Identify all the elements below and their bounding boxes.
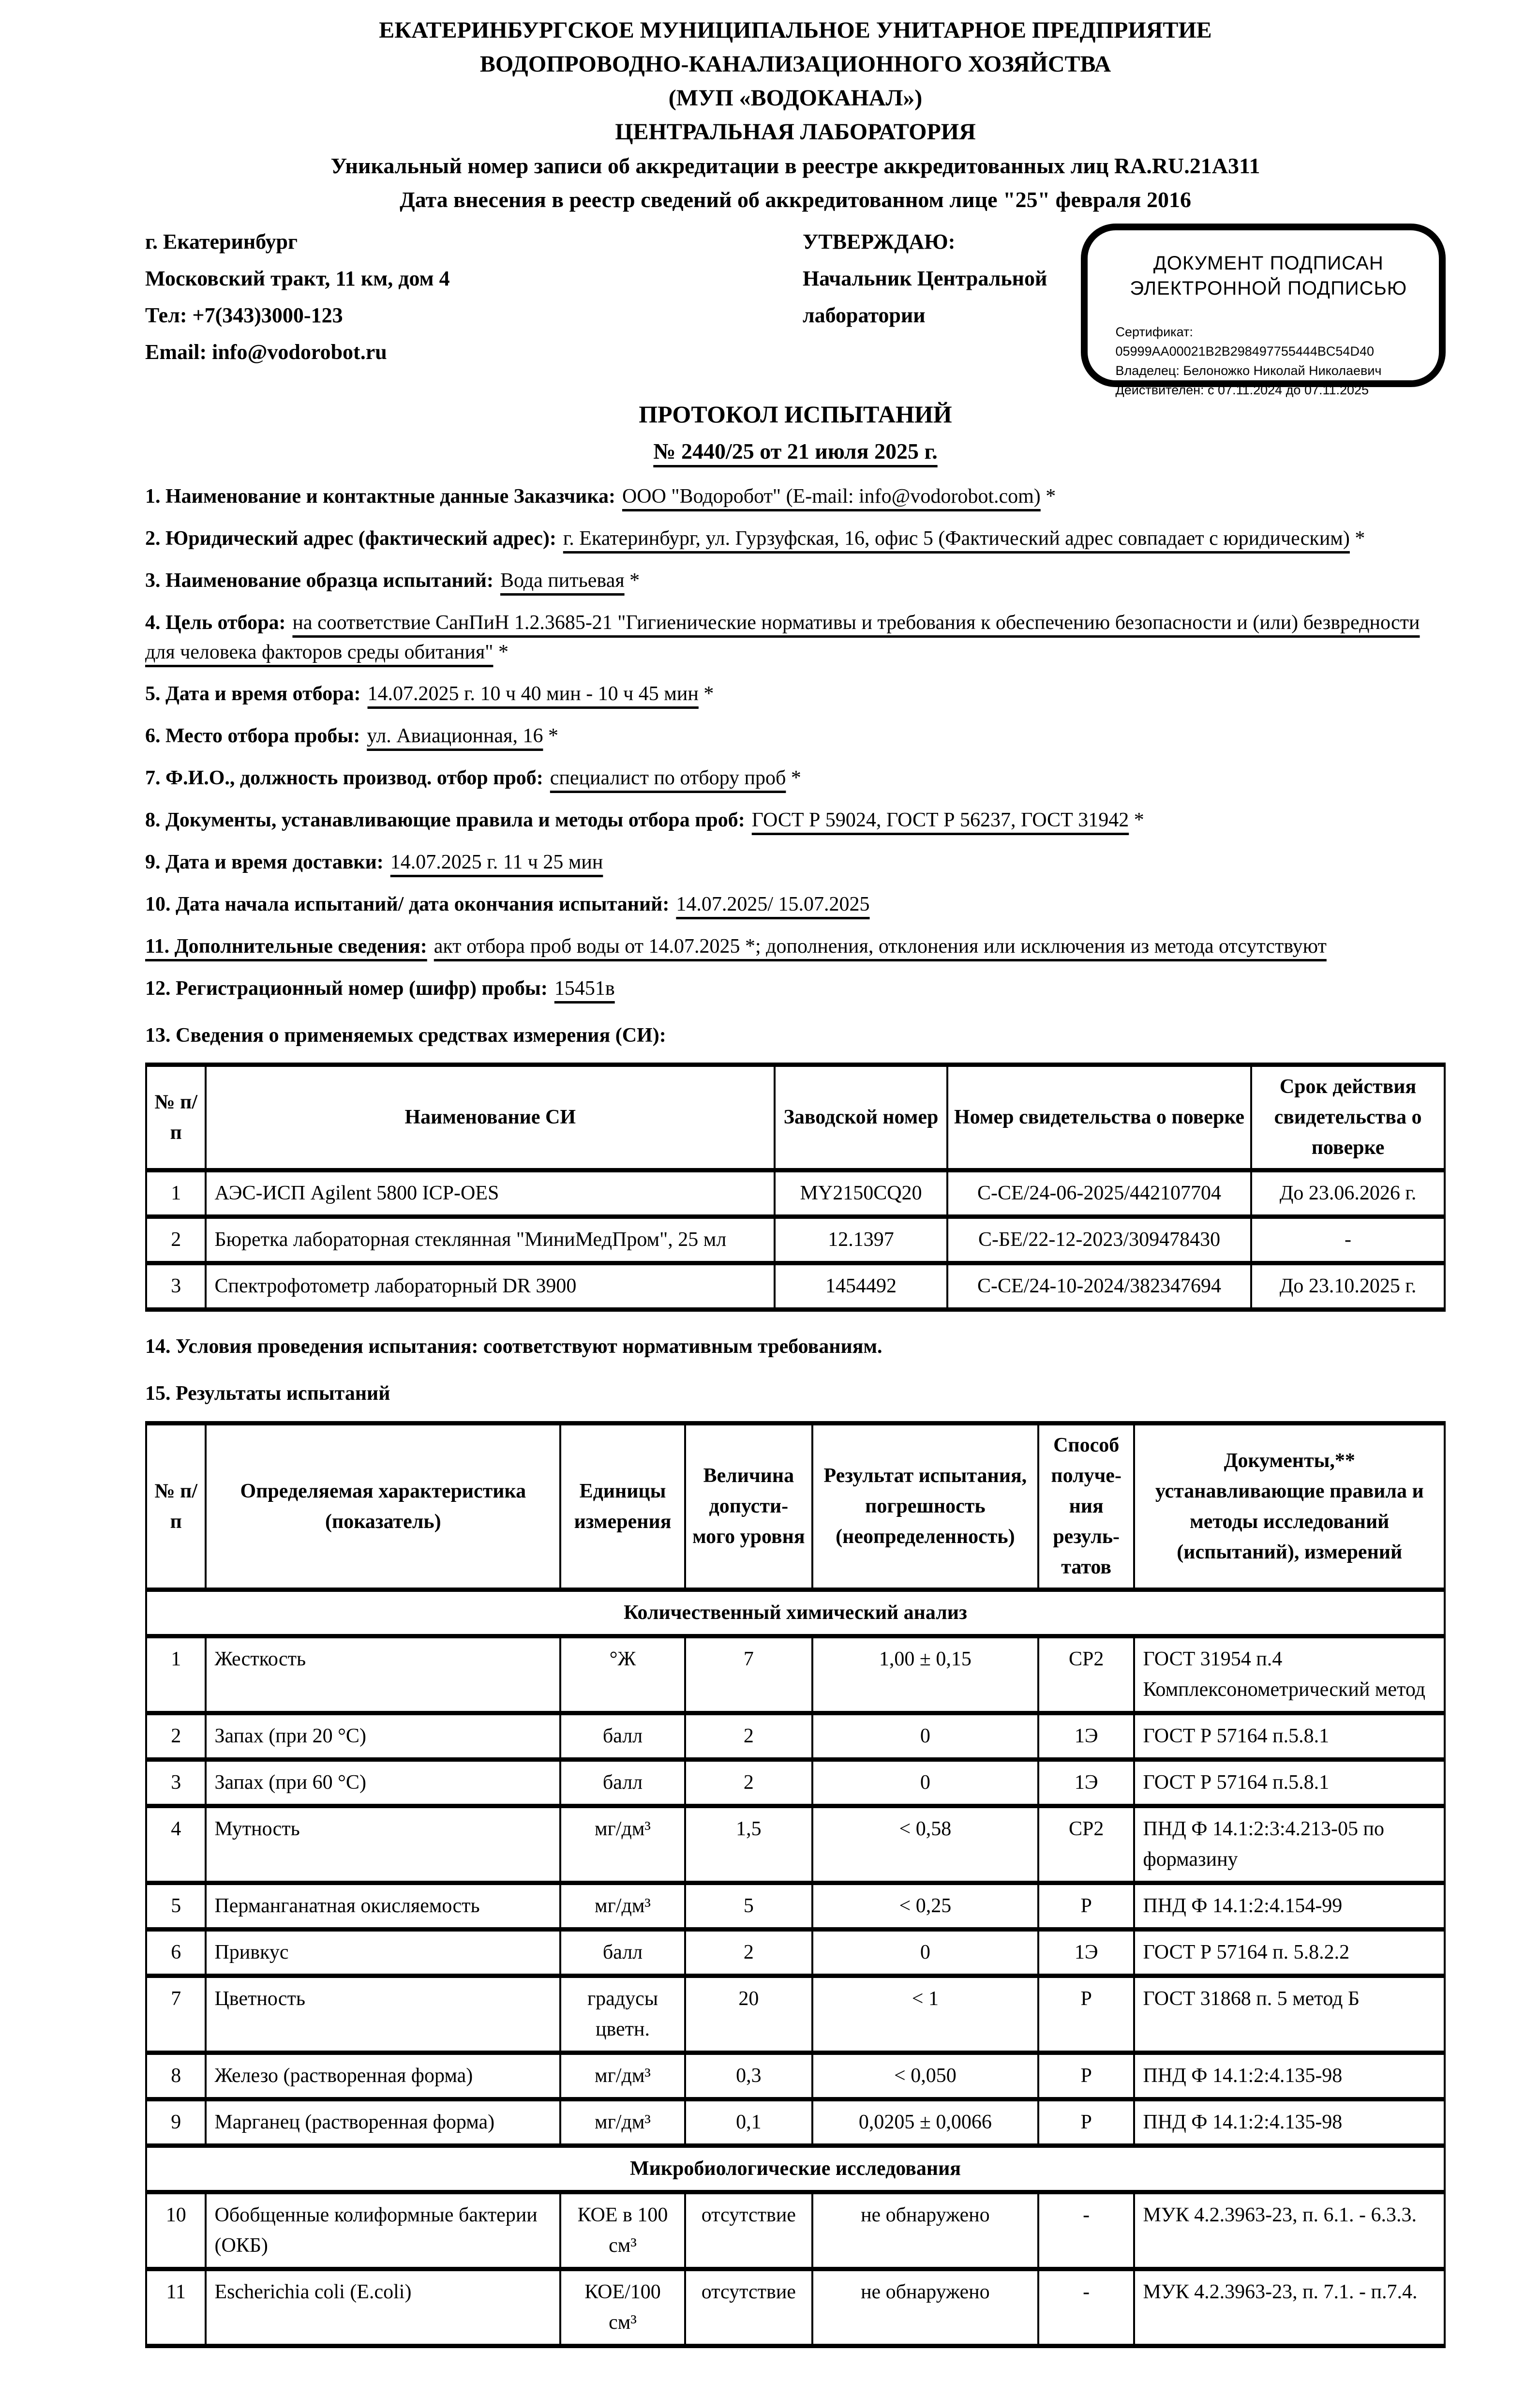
item-4 (145, 608, 1446, 667)
item-11-label: 11. Дополнительные сведения: (145, 935, 427, 958)
cell-num: 5 (146, 1883, 206, 1930)
item-10 (145, 890, 1446, 919)
cell-num: 3 (146, 1760, 206, 1806)
cell-name: Escherichia coli (E.coli) (206, 2269, 560, 2346)
item-10-label: 10. Дата начала испытаний/ дата окончания испытаний: (145, 893, 670, 915)
cell-docs: МУК 4.2.3963-23, п. 7.1. - п.7.4. (1134, 2269, 1445, 2346)
cell-result: 0,0205 ± 0,0066 (812, 2099, 1038, 2146)
cell-num: 8 (146, 2053, 206, 2099)
cell-docs: ГОСТ 31954 п.4 Комплексонометрический метод (1134, 1636, 1445, 1713)
cell-limit: 7 (685, 1636, 812, 1713)
table-row (146, 1760, 1445, 1806)
cell-unit: балл (560, 1760, 685, 1806)
item-3-value: Вода питьевая (500, 569, 625, 592)
cell-limit: 0,3 (685, 2053, 812, 2099)
section-row-chemical (146, 1590, 1445, 1636)
table-row (146, 1713, 1445, 1760)
stamp-title (1116, 251, 1422, 301)
item-3-suffix: * (624, 569, 640, 592)
cell-serial: MY2150CQ20 (775, 1170, 947, 1217)
stamp-title-line-1: ДОКУМЕНТ ПОДПИСАН (1153, 253, 1384, 274)
cell-num: 6 (146, 1930, 206, 1976)
cell-result: < 1 (812, 1976, 1038, 2053)
cell-name: Спектрофотометр лабораторный DR 3900 (206, 1263, 775, 1310)
table-row (146, 1930, 1445, 1976)
cell-unit: мг/дм³ (560, 2053, 685, 2099)
top-info-row (145, 224, 1446, 397)
item-11 (145, 932, 1446, 961)
item-7-label: 7. Ф.И.О., должность производ. отбор проб: (145, 767, 543, 790)
item-10-value: 14.07.2025/ 15.07.2025 (676, 893, 870, 915)
cell-method: Р (1038, 1883, 1135, 1930)
lab-contact-block (145, 224, 803, 371)
item-6-label: 6. Место отбора пробы: (145, 725, 360, 748)
table-row (146, 1263, 1445, 1310)
item-1-suffix: * (1040, 485, 1056, 508)
si-col-header-num: № п/п (146, 1065, 206, 1170)
table-row (146, 2099, 1445, 2146)
cell-result: < 0,58 (812, 1806, 1038, 1883)
cell-result: 0 (812, 1713, 1038, 1760)
cell-docs: ГОСТ 31868 п. 5 метод Б (1134, 1976, 1445, 2053)
item-5 (145, 679, 1446, 709)
contact-email: Email: info@vodorobot.ru (145, 340, 387, 364)
cell-docs: ПНД Ф 14.1:2:4.135-98 (1134, 2053, 1445, 2099)
cell-method: Р (1038, 1976, 1135, 2053)
si-section-heading: 13. Сведения о применяемых средствах измерения (СИ): (145, 1024, 666, 1047)
stamp-certificate-number: Сертификат: 05999AA00021B2B298497755444BC54D40 (1115, 325, 1374, 359)
cell-limit: 2 (685, 1713, 812, 1760)
cell-docs: ПНД Ф 14.1:2:4.154-99 (1134, 1883, 1445, 1930)
si-table (145, 1063, 1446, 1312)
si-col-header-validity: Срок действия свидетельства о поверке (1251, 1065, 1445, 1170)
item-4-label: 4. Цель отбора: (145, 611, 286, 634)
item-1 (145, 482, 1446, 511)
item-11-value: акт отбора проб воды от 14.07.2025 *; дополнения, отклонения или исключения из метода отсутствуют (434, 935, 1327, 958)
cell-limit: отсутствие (685, 2192, 812, 2269)
cell-docs: ПНД Ф 14.1:2:3:4.213-05 по формазину (1134, 1806, 1445, 1883)
col-header-limit: Величина допусти-мого уровня (685, 1423, 812, 1590)
results-section-heading: 15. Результаты испытаний (145, 1382, 390, 1405)
cell-name: Запах (при 60 °С) (206, 1760, 560, 1806)
cell-certificate: С-СЕ/24-10-2024/382347694 (947, 1263, 1251, 1310)
cell-unit: мг/дм³ (560, 1883, 685, 1930)
cell-name: Цветность (206, 1976, 560, 2053)
cell-result: 0 (812, 1760, 1038, 1806)
cell-method: 1Э (1038, 1760, 1135, 1806)
item-12 (145, 974, 1446, 1004)
results-table-header-row (146, 1423, 1445, 1590)
stamp-title-line-2: ЭЛЕКТРОННОЙ ПОДПИСЬЮ (1130, 278, 1407, 299)
cell-limit: 2 (685, 1930, 812, 1976)
accreditation-line: Уникальный номер записи об аккредитации в реестре аккредитованных лиц RA.RU.21А311 (330, 153, 1260, 178)
item-1-label: 1. Наименование и контактные данные Заказчика: (145, 485, 615, 508)
col-header-method: Способ получе-ния резуль-татов (1038, 1423, 1135, 1590)
table-row (146, 1217, 1445, 1263)
cell-name: Бюретка лабораторная стеклянная "МиниМедПром", 25 мл (206, 1217, 775, 1263)
table-row (146, 1976, 1445, 2053)
cell-docs: МУК 4.2.3963-23, п. 6.1. - 6.3.3. (1134, 2192, 1445, 2269)
item-5-suffix: * (698, 683, 714, 705)
si-col-header-serial: Заводской номер (775, 1065, 947, 1170)
org-header (145, 14, 1446, 217)
col-header-unit: Единицы измерения (560, 1423, 685, 1590)
item-1-value: ООО "Водоробот" (E-mail: info@vodorobot.com) (622, 485, 1041, 508)
item-3 (145, 566, 1446, 596)
org-name-line-1: ЕКАТЕРИНБУРГСКОЕ МУНИЦИПАЛЬНОЕ УНИТАРНОЕ ПРЕДПРИЯТИЕ (379, 17, 1212, 43)
conditions-line: 14. Условия проведения испытания: соответствуют нормативным требованиям. (145, 1335, 882, 1358)
approval-block (803, 224, 1081, 334)
cell-result: не обнаружено (812, 2269, 1038, 2346)
stamp-owner: Владелец: Белоножко Николай Николаевич (1115, 363, 1382, 378)
item-8 (145, 806, 1446, 835)
cell-name: Жесткость (206, 1636, 560, 1713)
section-title: Количественный химический анализ (146, 1590, 1445, 1636)
section-title: Микробиологические исследования (146, 2146, 1445, 2192)
cell-serial: 1454492 (775, 1263, 947, 1310)
table-row (146, 1636, 1445, 1713)
item-5-label: 5. Дата и время отбора: (145, 683, 361, 705)
cell-unit: мг/дм³ (560, 1806, 685, 1883)
contact-city: г. Екатеринбург (145, 230, 298, 254)
table-row (146, 2192, 1445, 2269)
item-6-suffix: * (543, 725, 558, 748)
col-header-result: Результат испытания, погрешность (неопределенность) (812, 1423, 1038, 1590)
cell-name: Перманганатная окисляемость (206, 1883, 560, 1930)
cell-unit: КОЕ/100 см³ (560, 2269, 685, 2346)
contact-address: Московский тракт, 11 км, дом 4 (145, 267, 450, 290)
cell-limit: 5 (685, 1883, 812, 1930)
item-4-value: на соответствие СанПиН 1.2.3685-21 "Гигиенические нормативы и требования к обеспечению безопасности и (или) безвредности для человека факторов среды обитания" (145, 611, 1420, 663)
cell-docs: ГОСТ Р 57164 п.5.8.1 (1134, 1713, 1445, 1760)
cell-serial: 12.1397 (775, 1217, 947, 1263)
page-title: ПРОТОКОЛ ИСПЫТАНИЙ (639, 401, 952, 428)
col-header-characteristic: Определяемая характеристика (показатель) (206, 1423, 560, 1590)
col-header-docs: Документы,** устанавливающие правила и методы исследований (испытаний), измерений (1134, 1423, 1445, 1590)
cell-unit: балл (560, 1930, 685, 1976)
cell-num: 2 (146, 1217, 206, 1263)
cell-name: АЭС-ИСП Agilent 5800 ICP-OES (206, 1170, 775, 1217)
approval-line-1: УТВЕРЖДАЮ: (802, 230, 956, 254)
cell-unit: градусы цветн. (560, 1976, 685, 2053)
protocol-items (145, 482, 1446, 1004)
si-table-header-row (146, 1065, 1445, 1170)
cell-method: Р (1038, 2099, 1135, 2146)
cell-validity: До 23.06.2026 г. (1251, 1170, 1445, 1217)
si-col-header-certificate: Номер свидетельства о поверке (947, 1065, 1251, 1170)
cell-num: 3 (146, 1263, 206, 1310)
cell-result: < 0,25 (812, 1883, 1038, 1930)
si-col-header-name: Наименование СИ (206, 1065, 775, 1170)
cell-validity: - (1251, 1217, 1445, 1263)
cell-docs: ПНД Ф 14.1:2:4.135-98 (1134, 2099, 1445, 2146)
section-row-microbiology (146, 2146, 1445, 2192)
item-7-suffix: * (786, 767, 801, 790)
item-6 (145, 721, 1446, 751)
cell-method: - (1038, 2269, 1135, 2346)
item-9-value: 14.07.2025 г. 11 ч 25 мин (390, 851, 603, 874)
table-row (146, 2269, 1445, 2346)
cell-name: Обобщенные колиформные бактерии (ОКБ) (206, 2192, 560, 2269)
digital-signature-stamp (1081, 224, 1446, 397)
item-12-label: 12. Регистрационный номер (шифр) пробы: (145, 977, 548, 1000)
org-name-line-2: ВОДОПРОВОДНО-КАНАЛИЗАЦИОННОГО ХОЗЯЙСТВА (479, 51, 1111, 77)
cell-num: 9 (146, 2099, 206, 2146)
item-7 (145, 764, 1446, 793)
org-name-line-3: (МУП «ВОДОКАНАЛ») (668, 85, 923, 111)
cell-method: 1Э (1038, 1930, 1135, 1976)
cell-limit: 2 (685, 1760, 812, 1806)
cell-method: - (1038, 2192, 1135, 2269)
cell-num: 7 (146, 1976, 206, 2053)
contact-phone: Тел: +7(343)3000-123 (145, 303, 343, 327)
item-5-value: 14.07.2025 г. 10 ч 40 мин - 10 ч 45 мин (367, 683, 699, 705)
table-row (146, 1170, 1445, 1217)
cell-unit: мг/дм³ (560, 2099, 685, 2146)
cell-certificate: С-БЕ/22-12-2023/309478430 (947, 1217, 1251, 1263)
cell-limit: 1,5 (685, 1806, 812, 1883)
cell-limit: 0,1 (685, 2099, 812, 2146)
cell-result: 1,00 ± 0,15 (812, 1636, 1038, 1713)
cell-name: Железо (растворенная форма) (206, 2053, 560, 2099)
item-2-value: г. Екатеринбург, ул. Гурзуфская, 16, офис 5 (Фактический адрес совпадает с юридическим) (563, 527, 1350, 550)
item-2-suffix: * (1349, 527, 1365, 550)
table-row (146, 1806, 1445, 1883)
cell-name: Привкус (206, 1930, 560, 1976)
cell-unit: °Ж (560, 1636, 685, 1713)
item-4-suffix: * (493, 641, 508, 663)
cell-method: Р (1038, 2053, 1135, 2099)
item-6-value: ул. Авиационная, 16 (367, 725, 543, 748)
cell-name: Марганец (растворенная форма) (206, 2099, 560, 2146)
stamp-certificate-block (1116, 322, 1422, 400)
cell-result: не обнаружено (812, 2192, 1038, 2269)
cell-limit: 20 (685, 1976, 812, 2053)
cell-method: 1Э (1038, 1713, 1135, 1760)
cell-limit: отсутствие (685, 2269, 812, 2346)
col-header-num: № п/п (146, 1423, 206, 1590)
table-row (146, 1883, 1445, 1930)
results-table (145, 1421, 1446, 2348)
item-8-label: 8. Документы, устанавливающие правила и методы отбора проб: (145, 809, 745, 832)
cell-num: 1 (146, 1170, 206, 1217)
cell-name: Запах (при 20 °С) (206, 1713, 560, 1760)
protocol-number-line: № 2440/25 от 21 июля 2025 г. (653, 439, 938, 464)
cell-result: 0 (812, 1930, 1038, 1976)
cell-num: 2 (146, 1713, 206, 1760)
org-name-line-4: ЦЕНТРАЛЬНАЯ ЛАБОРАТОРИЯ (615, 119, 976, 145)
item-9 (145, 848, 1446, 877)
cell-method: СР2 (1038, 1806, 1135, 1883)
table-row (146, 2053, 1445, 2099)
approval-line-3: лаборатории (802, 303, 926, 327)
cell-num: 11 (146, 2269, 206, 2346)
cell-num: 10 (146, 2192, 206, 2269)
item-2 (145, 524, 1446, 554)
cell-num: 4 (146, 1806, 206, 1883)
stamp-validity: Действителен: с 07.11.2024 до 07.11.2025 (1115, 383, 1369, 397)
item-3-label: 3. Наименование образца испытаний: (145, 569, 493, 592)
cell-result: < 0,050 (812, 2053, 1038, 2099)
item-8-value: ГОСТ Р 59024, ГОСТ Р 56237, ГОСТ 31942 (751, 809, 1129, 832)
cell-unit: балл (560, 1713, 685, 1760)
cell-method: СР2 (1038, 1636, 1135, 1713)
cell-docs: ГОСТ Р 57164 п. 5.8.2.2 (1134, 1930, 1445, 1976)
item-8-suffix: * (1129, 809, 1144, 832)
item-2-label: 2. Юридический адрес (фактический адрес): (145, 527, 556, 550)
cell-docs: ГОСТ Р 57164 п.5.8.1 (1134, 1760, 1445, 1806)
item-9-label: 9. Дата и время доставки: (145, 851, 384, 874)
approval-line-2: Начальник Центральной (802, 267, 1047, 290)
cell-certificate: С-СЕ/24-06-2025/442107704 (947, 1170, 1251, 1217)
item-12-value: 15451в (554, 977, 615, 1000)
cell-num: 1 (146, 1636, 206, 1713)
cell-validity: До 23.10.2025 г. (1251, 1263, 1445, 1310)
cell-name: Мутность (206, 1806, 560, 1883)
cell-unit: КОЕ в 100 см³ (560, 2192, 685, 2269)
registry-date-line: Дата внесения в реестр сведений об аккредитованном лице "25" февраля 2016 (400, 187, 1191, 212)
item-7-value: специалист по отбору проб (550, 767, 786, 790)
